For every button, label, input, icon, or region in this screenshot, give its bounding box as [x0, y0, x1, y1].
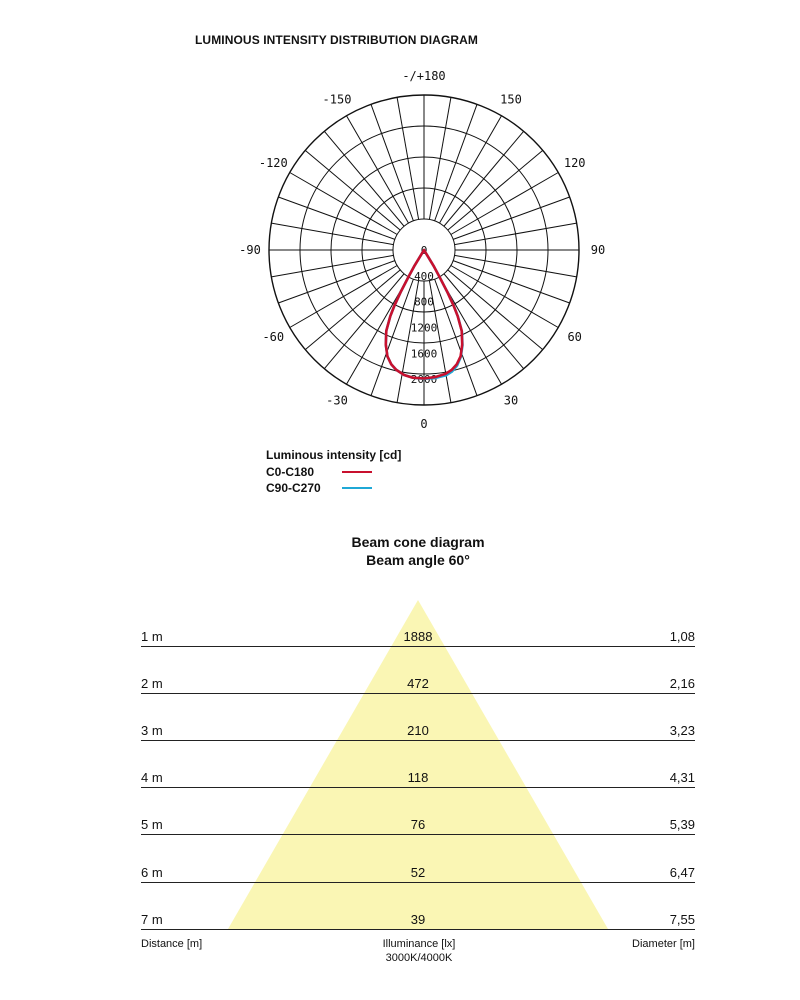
angle-tick-label: 30 — [503, 393, 519, 408]
legend-label: C90-C270 — [266, 481, 321, 495]
diameter-value: 2,16 — [669, 676, 695, 692]
table-row — [141, 817, 695, 837]
angle-tick-label: 150 — [500, 92, 522, 107]
illuminance-label: Illuminance [lx] — [382, 938, 456, 950]
angle-tick-label: 60 — [567, 330, 582, 344]
row-divider — [141, 787, 695, 788]
radial-tick-label: 0 — [420, 244, 428, 257]
radial-tick-label: 1200 — [410, 321, 438, 335]
row-divider — [141, 834, 695, 835]
distance-value: 4 m — [141, 770, 163, 786]
distance-value: 6 m — [141, 864, 163, 880]
diameter-value: 1,08 — [669, 629, 695, 644]
angle-tick-label: -90 — [239, 243, 261, 257]
row-divider — [141, 882, 695, 883]
angle-tick-label: 90 — [590, 243, 606, 257]
angle-tick-label: -/+180 — [402, 69, 446, 83]
distance-axis-label: Distance [m] — [141, 938, 203, 950]
angle-tick-label: -150 — [322, 92, 352, 107]
diameter-value: 5,39 — [669, 817, 695, 833]
illuminance-value: 118 — [407, 770, 429, 786]
distance-value: 5 m — [141, 817, 163, 833]
diameter-value: 7,55 — [669, 911, 695, 927]
row-divider — [141, 929, 695, 930]
table-row — [141, 865, 695, 885]
distance-value: 2 m — [141, 676, 163, 692]
illuminance-value: 76 — [410, 817, 426, 833]
row-divider — [141, 646, 695, 647]
angle-tick-label: -60 — [262, 330, 285, 344]
illuminance-value: 39 — [410, 911, 426, 927]
distance-value: 3 m — [141, 723, 163, 739]
diameter-value: 4,31 — [669, 770, 695, 786]
angle-tick-label: 0 — [420, 417, 428, 431]
radial-tick-label: 400 — [414, 269, 434, 283]
illuminance-value: 472 — [407, 676, 429, 692]
angle-tick-label: -120 — [258, 156, 288, 170]
diameter-value: 3,23 — [669, 723, 695, 739]
color-temperature-label: 3000K/4000K — [385, 952, 453, 964]
beam-angle-heading: Beam angle 60° — [366, 552, 470, 568]
diagram-title: LUMINOUS INTENSITY DISTRIBUTION DIAGRAM — [195, 33, 479, 47]
illuminance-value: 210 — [407, 723, 429, 739]
table-row — [141, 770, 695, 790]
beam-cone-heading: Beam cone diagram — [351, 534, 485, 550]
row-divider — [141, 693, 695, 694]
angle-tick-label: 120 — [563, 156, 586, 170]
illuminance-value: 52 — [410, 864, 426, 880]
legend-title: Luminous intensity [cd] — [266, 448, 402, 462]
row-divider — [141, 740, 695, 741]
distance-value: 7 m — [141, 911, 163, 927]
radial-tick-label: 1600 — [410, 347, 438, 361]
distance-value: 1 m — [141, 629, 163, 644]
diameter-value: 6,47 — [669, 864, 695, 880]
table-row — [141, 629, 695, 649]
legend-label: C0-C180 — [266, 465, 315, 479]
table-row — [141, 723, 695, 743]
table-row — [141, 676, 695, 696]
diameter-axis-label: Diameter [m] — [632, 938, 695, 950]
illuminance-axis-label — [360, 937, 478, 965]
radial-tick-label: 800 — [414, 295, 434, 309]
radial-tick-label: 2000 — [410, 373, 438, 387]
table-row — [141, 912, 695, 932]
illuminance-value: 1888 — [403, 629, 433, 644]
angle-tick-label: -30 — [326, 393, 348, 408]
